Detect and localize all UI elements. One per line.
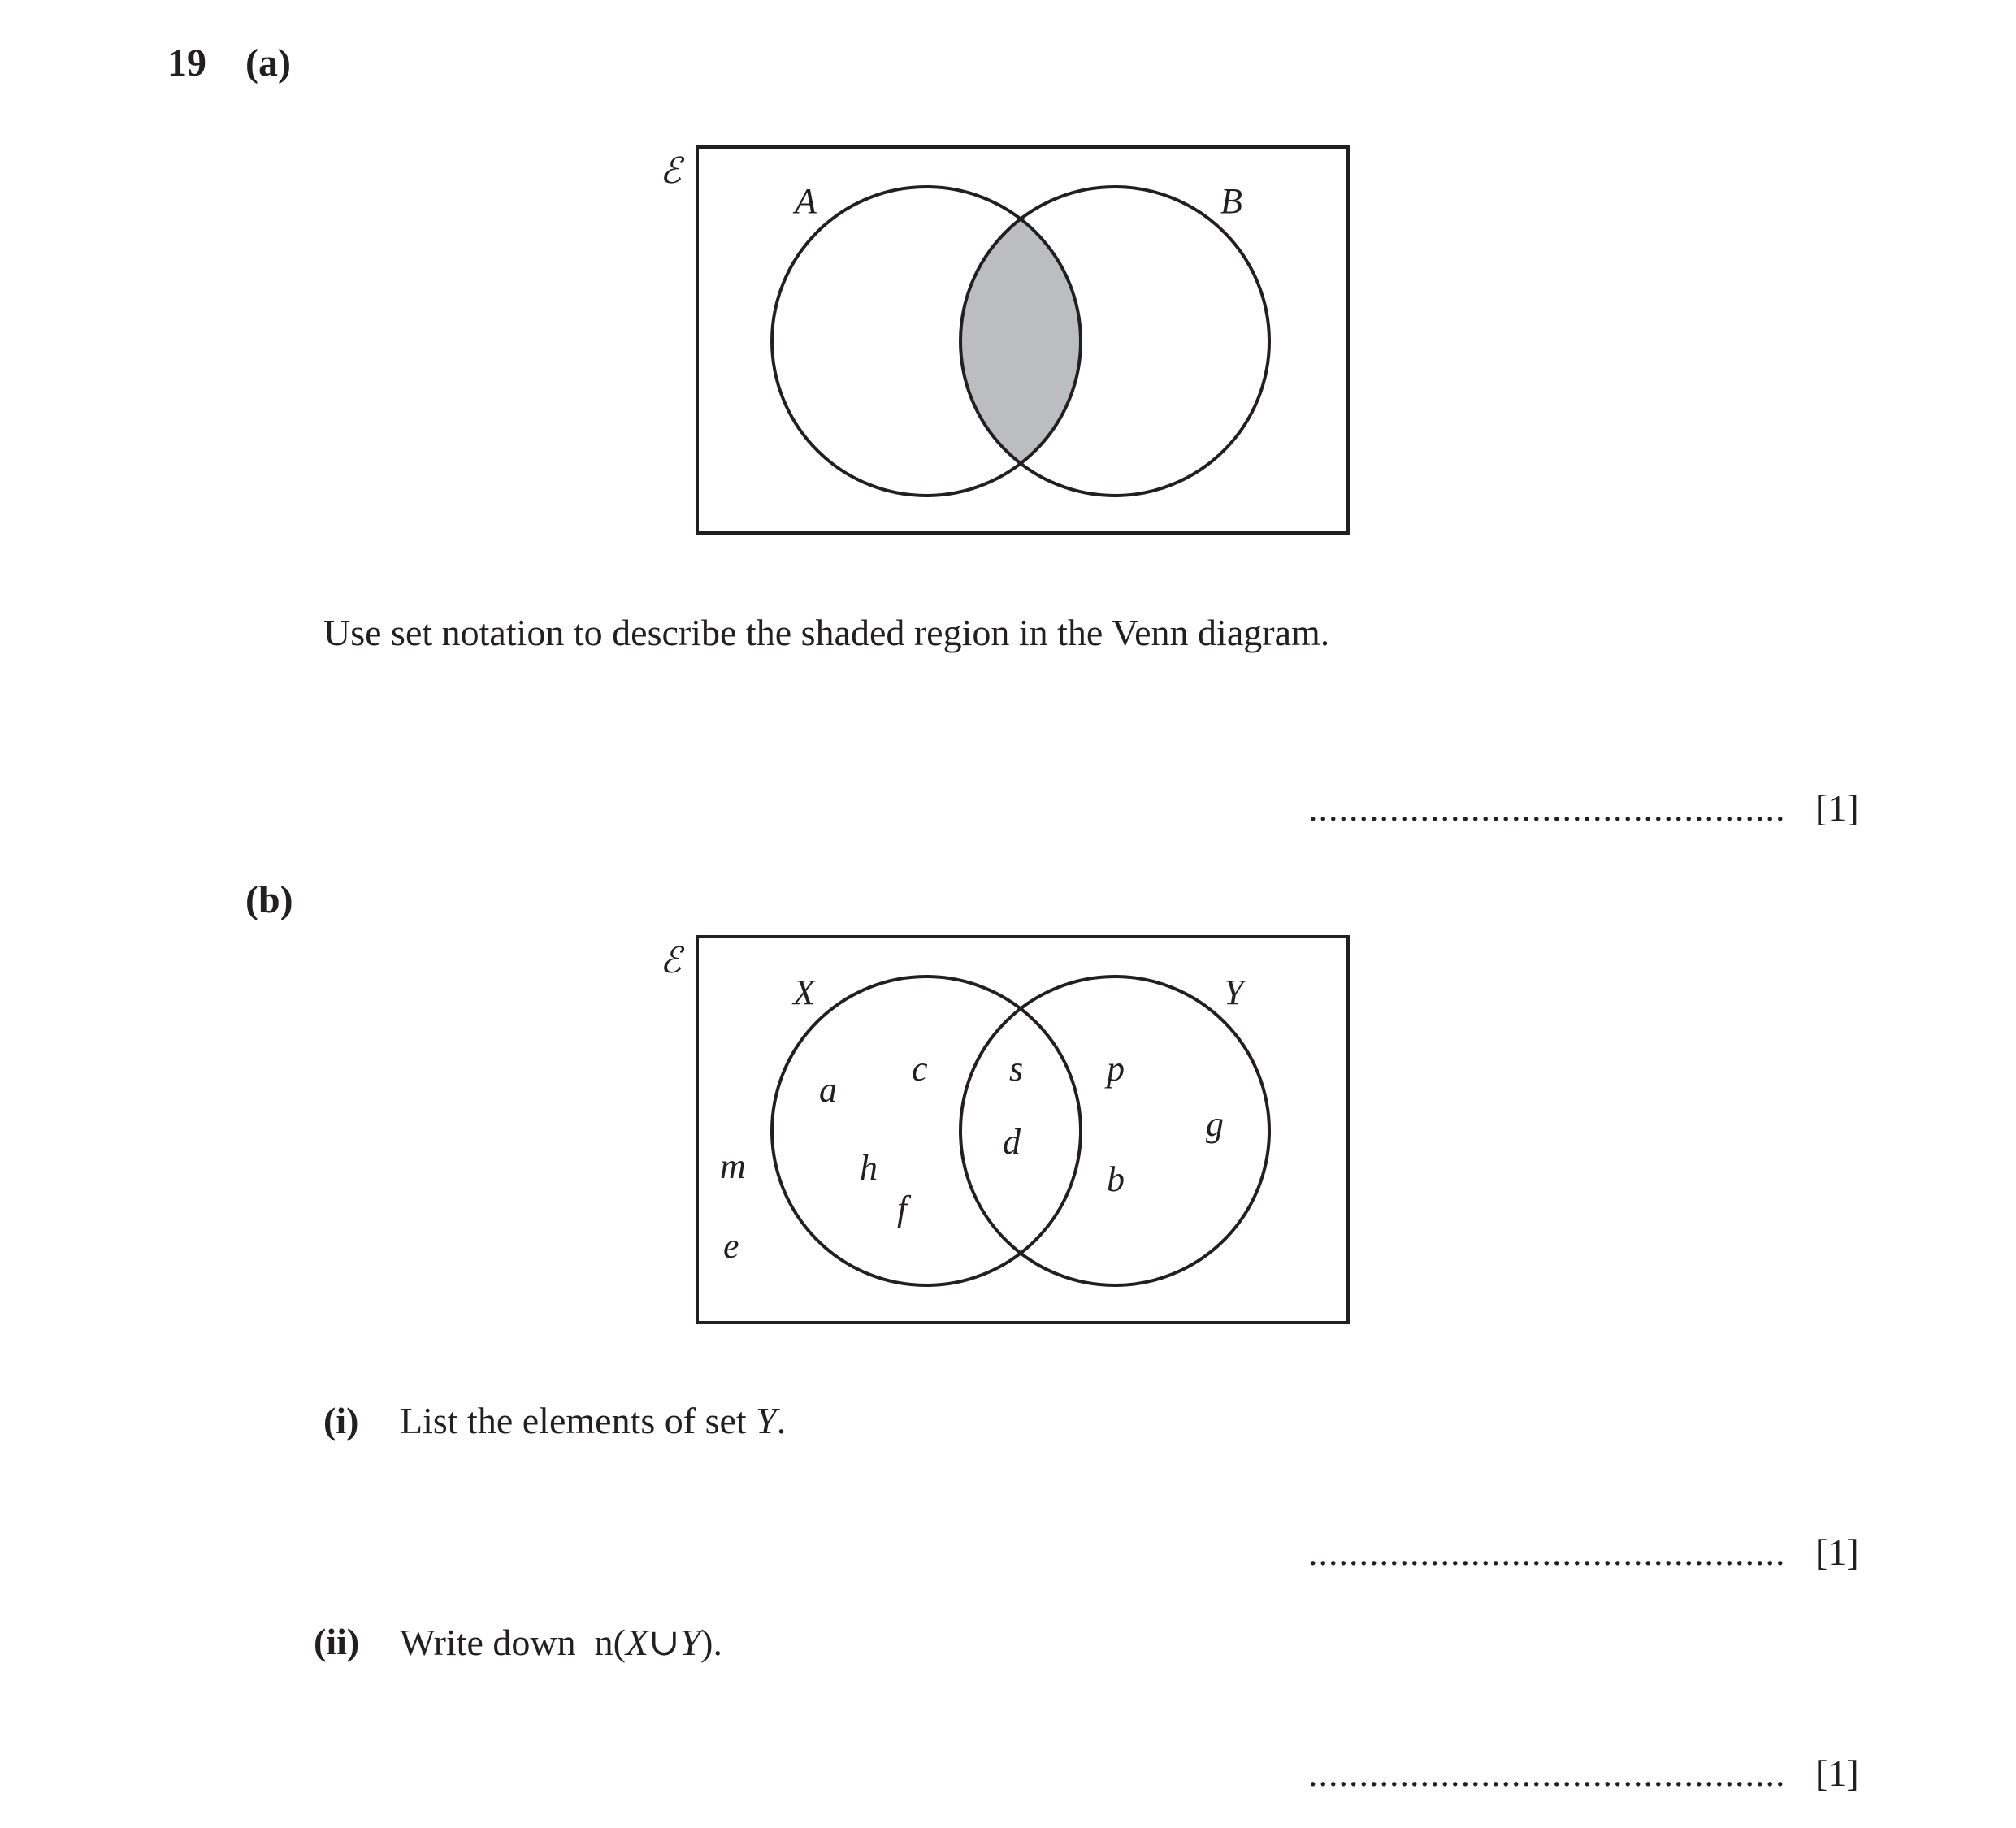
part-a-label: (a) [245, 41, 291, 84]
part-b-i-answer-line[interactable]: ............................................... [1308, 1531, 1786, 1573]
element-s: s [1009, 1049, 1024, 1089]
universal-symbol-b: ℰ [660, 941, 682, 981]
part-b-ii-prompt-prefix: Write down n( [400, 1622, 626, 1663]
part-b-i-prompt-suffix: . [776, 1400, 787, 1441]
part-b-ii-marks: [1] [1815, 1752, 1859, 1794]
part-b-ii-prompt-suffix: ). [700, 1622, 722, 1663]
part-b-i-prompt-var: Y [756, 1400, 777, 1441]
part-b-ii-answer-line[interactable]: ............................................... [1308, 1752, 1786, 1794]
set-label-a: A [795, 181, 817, 221]
element-e: e [723, 1226, 739, 1266]
part-b-i-marks: [1] [1815, 1531, 1859, 1573]
part-a-prompt: Use set notation to describe the shaded region in the Venn diagram. [323, 612, 1330, 653]
set-label-b: B [1220, 181, 1242, 221]
element-c: c [912, 1049, 928, 1089]
circle-set-x [772, 977, 1081, 1285]
element-a: a [819, 1070, 837, 1110]
part-a-marks: [1] [1815, 787, 1859, 829]
part-b-i-label: (i) [323, 1400, 359, 1441]
element-h: h [860, 1148, 878, 1188]
part-b-i-prompt-prefix: List the elements of set [400, 1400, 757, 1441]
part-b-ii-prompt [400, 1620, 722, 1664]
element-m: m [720, 1146, 746, 1186]
element-f: f [897, 1189, 908, 1228]
universal-symbol-a: ℰ [660, 151, 682, 191]
element-d: d [1003, 1122, 1021, 1162]
element-p: p [1107, 1049, 1125, 1089]
part-b-i-prompt [400, 1399, 786, 1442]
question-number: 19 [167, 41, 206, 84]
element-b: b [1107, 1159, 1125, 1199]
part-a-answer-line[interactable]: ............................................... [1308, 787, 1786, 829]
part-b-ii-prompt-var: X∪Y [625, 1622, 701, 1663]
element-g: g [1206, 1104, 1224, 1144]
part-b-ii-label: (ii) [314, 1621, 360, 1662]
set-label-y: Y [1224, 972, 1244, 1012]
set-label-x: X [793, 972, 815, 1012]
part-b-label: (b) [245, 878, 293, 921]
